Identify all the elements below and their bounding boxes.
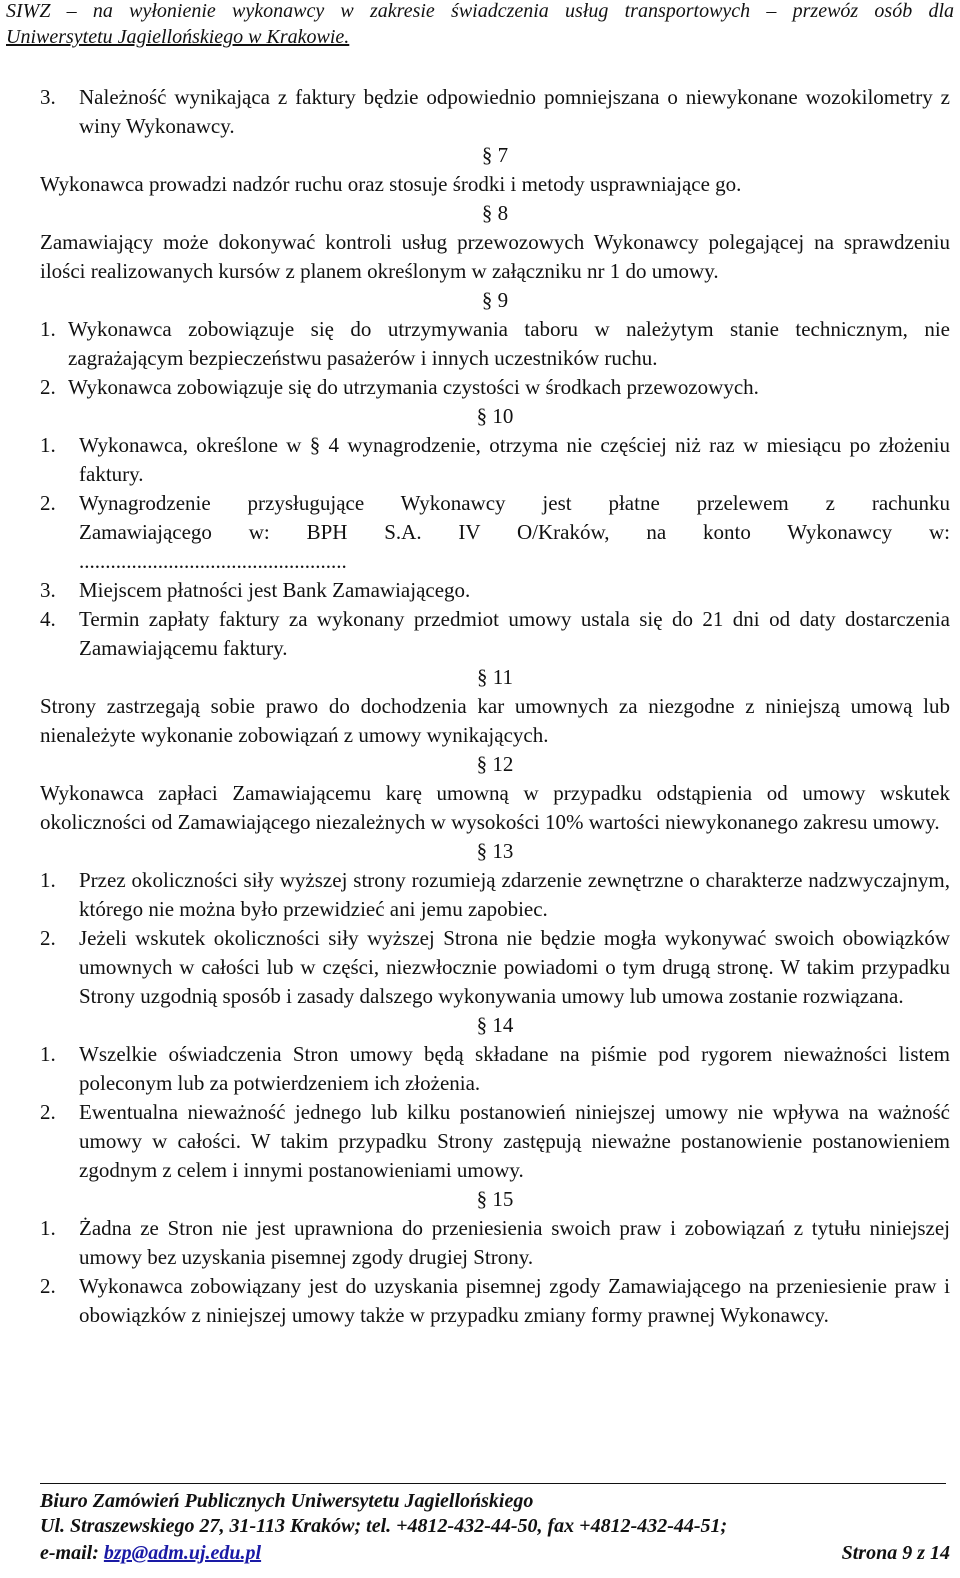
- footer-line-1: Biuro Zamówień Publicznych Uniwersytetu Jagiellońskiego: [40, 1490, 534, 1512]
- section-heading: § 12: [476, 752, 514, 776]
- list-item: 1. Przez okoliczności siły wyższej strony rozumieją zdarzenie zewnętrzne o charakterze nadzwyczajnym, którego nie można było przewidzieć ani jemu zapobiec.: [40, 868, 950, 921]
- section-heading: § 8: [481, 201, 509, 225]
- section-heading: § 15: [476, 1187, 514, 1211]
- paragraph: Zamawiający może dokonywać kontroli usług przewozowych Wykonawcy polegającej na sprawdzeniu ilości realizowanych kursów z planem określonym w załączniku nr 1 do umowy.: [40, 230, 950, 283]
- section-heading: § 10: [476, 404, 514, 428]
- email-label: e-mail:: [40, 1542, 104, 1564]
- section-heading: § 13: [476, 839, 514, 863]
- list-item: 1. Wszelkie oświadczenia Stron umowy będą składane na piśmie pod rygorem nieważności listem poleconym lub za potwierdzeniem ich złożenia.: [40, 1042, 950, 1095]
- section-heading: § 9: [481, 288, 509, 312]
- list-item: 2. Ewentualna nieważność jednego lub kilku postanowień niniejszej umowy nie wpływa na ważność umowy w całości. W takim przypadku Strony zastępują nieważne postanowienie postanowieniem zgodnym z celem i innymi postanowieniami umowy.: [40, 1100, 950, 1182]
- list-item: 1. Żadna ze Stron nie jest uprawniona do przeniesienia swoich praw i zobowiązań z tytułu niniejszej umowy bez uzyskania pisemnej zgody drugiej Strony.: [40, 1216, 950, 1269]
- paragraph: Strony zastrzegają sobie prawo do dochodzenia kar umownych za niezgodne z niniejszą umową lub nienależyte wykonanie zobowiązań z umowy wynikających.: [40, 694, 950, 747]
- list-item: 3. Należność wynikająca z faktury będzie odpowiednio pomniejszana o niewykonane wozokilometry z winy Wykonawcy.: [40, 85, 950, 138]
- footer-line-2: Ul. Straszewskiego 27, 31-113 Kraków; tel. +4812-432-44-50, fax +4812-432-44-51;: [40, 1515, 728, 1537]
- section-heading: § 11: [477, 665, 513, 689]
- paragraph: Wykonawca zapłaci Zamawiającemu karę umowną w przypadku odstąpienia od umowy wskutek okoliczności od Zamawiającego niezależnych w wysokości 10% wartości niewykonanego zakresu umowy.: [40, 781, 950, 834]
- list-item: 2. Wykonawca zobowiązuje się do utrzymania czystości w środkach przewozowych.: [40, 375, 759, 399]
- header-line-2: Uniwersytetu Jagiellońskiego w Krakowie.: [6, 26, 350, 48]
- footer-divider: [40, 1483, 946, 1484]
- footer-line-3: [40, 1541, 261, 1565]
- list-item: 3. Miejscem płatności jest Bank Zamawiającego.: [40, 578, 471, 602]
- list-item: 1. Wykonawca, określone w § 4 wynagrodzenie, otrzyma nie częściej niż raz w miesiącu po złożeniu faktury.: [40, 433, 950, 486]
- paragraph: Wykonawca prowadzi nadzór ruchu oraz stosuje środki i metody usprawniające go.: [40, 172, 742, 196]
- list-item: 2. Wykonawca zobowiązany jest do uzyskania pisemnej zgody Zamawiającego na przeniesienie praw i obowiązków z niniejszej umowy także w przypadku zmiany formy prawnej Wykonawcy.: [40, 1274, 950, 1327]
- list-item: 2. Jeżeli wskutek okoliczności siły wyższej Strona nie będzie mogła wykonywać swoich obowiązków umownych w całości lub w części, niezwłocznie powiadomi o tym drugą stronę. W takim przypadku Strony uzgodnią sposób i zasady dalszego wykonywania umowy lub umowa zostanie rozwiązana.: [40, 926, 950, 1008]
- list-item: 4. Termin zapłaty faktury za wykonany przedmiot umowy ustala się do 21 dni od daty dostarczenia Zamawiającemu faktury.: [40, 607, 950, 660]
- list-item: 2. Wynagrodzenie przysługujące Wykonawcy jest płatne przelewem z rachunku Zamawiającego w: BPH S.A. IV O/Kraków, na konto Wykonawcy w: ...................................................: [40, 491, 950, 573]
- page-number: Strona 9 z 14: [841, 1542, 950, 1564]
- document-body: [40, 83, 950, 1330]
- email-link[interactable]: bzp@adm.uj.edu.pl: [103, 1542, 262, 1564]
- page-header: [0, 0, 960, 50]
- header-line-1: SIWZ – na wyłonienie wykonawcy w zakresie świadczenia usług transportowych – przewóz osób dla: [6, 0, 954, 22]
- list-item: 1. Wykonawca zobowiązuje się do utrzymywania taboru w należytym stanie technicznym, nie zagrażającym bezpieczeństwu pasażerów i innych uczestników ruchu.: [40, 317, 950, 370]
- section-heading: § 14: [476, 1013, 514, 1037]
- section-heading: § 7: [481, 143, 509, 167]
